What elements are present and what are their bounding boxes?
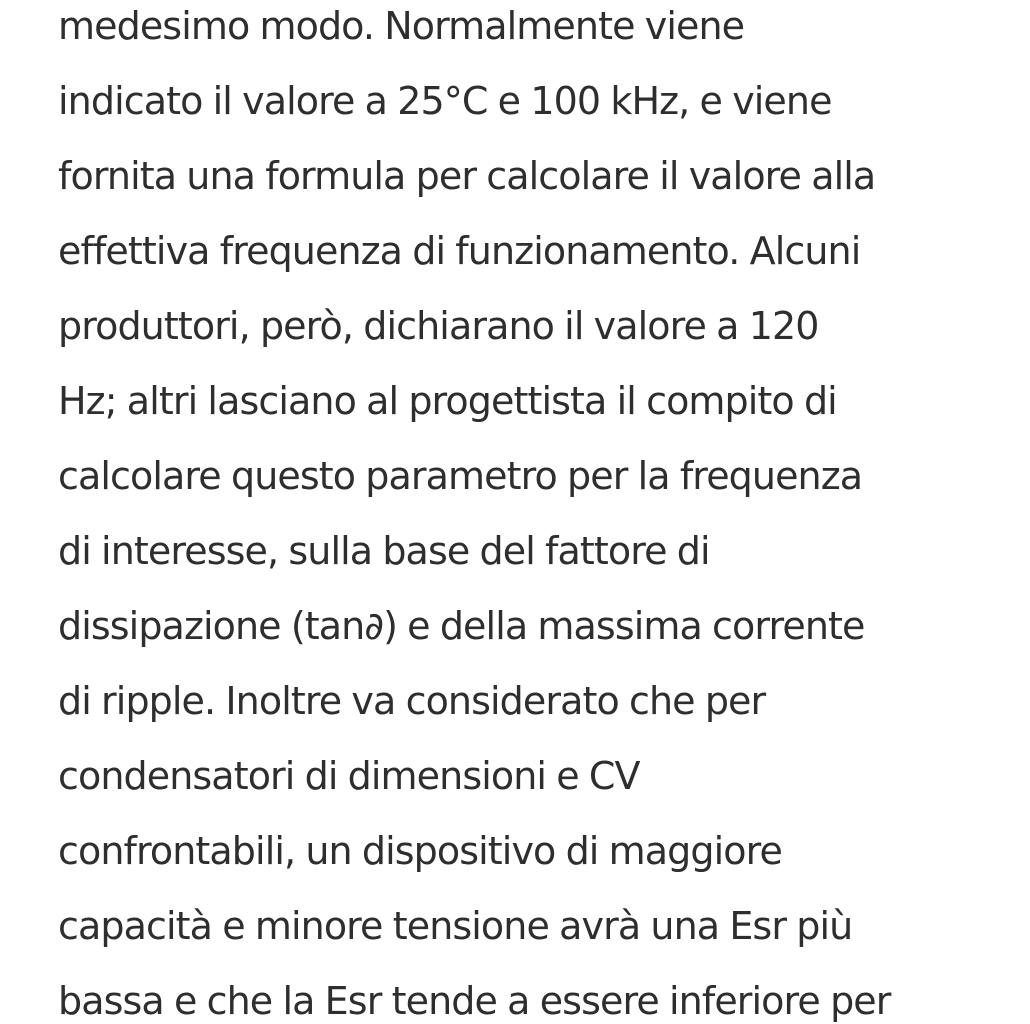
paragraph-line: indicato il valore a 25°C e 100 kHz, e viene bbox=[58, 79, 832, 123]
paragraph-line: fornita una formula per calcolare il valore alla bbox=[58, 154, 876, 198]
paragraph-line: confrontabili, un dispositivo di maggiore bbox=[58, 829, 782, 873]
paragraph-line: dissipazione (tan∂) e della massima corrente bbox=[58, 604, 865, 648]
paragraph-line: produttori, però, dichiarano il valore a 120 bbox=[58, 304, 819, 348]
paragraph-line: effettiva frequenza di funzionamento. Alcuni bbox=[58, 229, 861, 273]
paragraph-line: Hz; altri lasciano al progettista il compito di bbox=[58, 379, 837, 423]
paragraph-line: di interesse, sulla base del fattore di bbox=[58, 529, 710, 573]
paragraph-line: bassa e che la Esr tende a essere inferiore per bbox=[58, 979, 891, 1023]
paragraph-line: medesimo modo. Normalmente viene bbox=[58, 4, 745, 48]
paragraph-line: capacità e minore tensione avrà una Esr più bbox=[58, 904, 853, 948]
paragraph-line: calcolare questo parametro per la frequenza bbox=[58, 454, 863, 498]
paragraph-line: di ripple. Inoltre va considerato che per bbox=[58, 679, 766, 723]
paragraph-line: condensatori di dimensioni e CV bbox=[58, 754, 640, 798]
